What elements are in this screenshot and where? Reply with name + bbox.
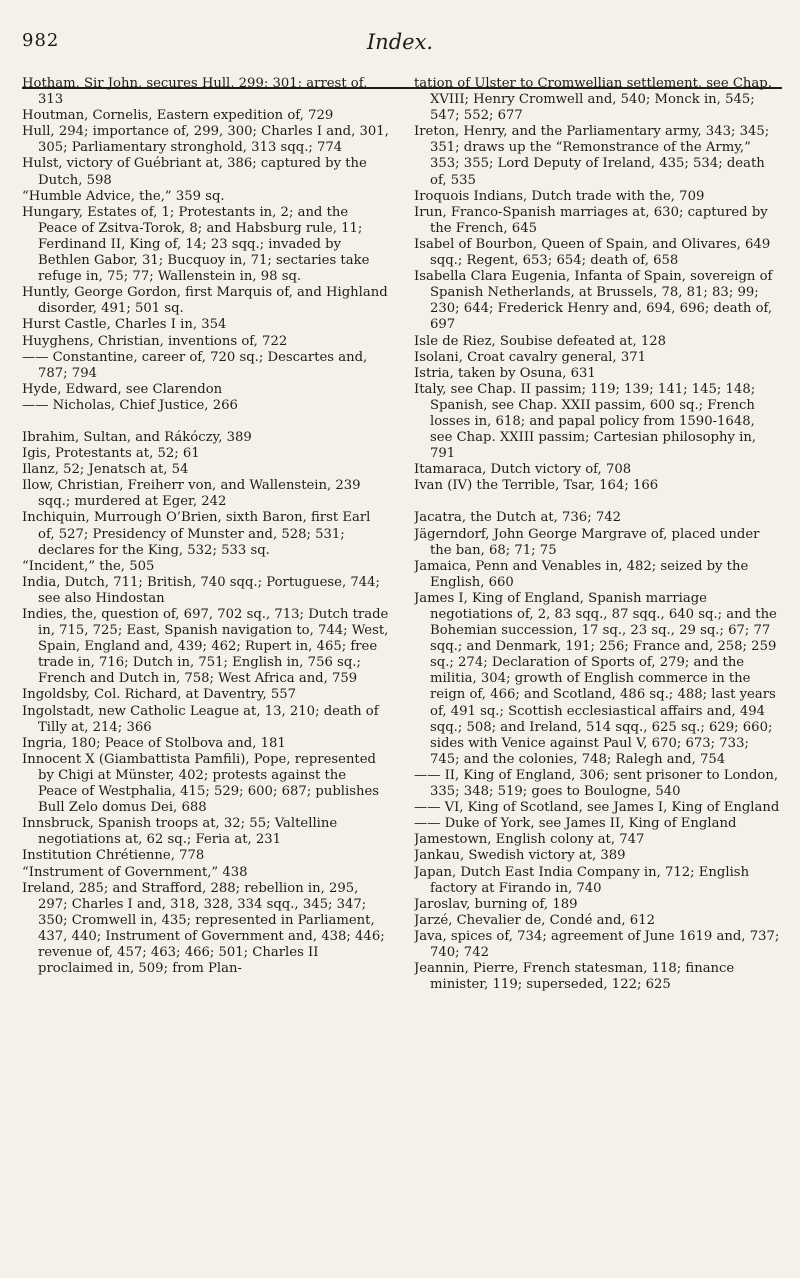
index-entry: tation of Ulster to Cromwellian settlement, see Chap. XVIII; Henry Cromwell and, 540; Monck in, 545; 547; 552; 677 [414, 76, 772, 124]
index-entry: Ilanz, 52; Jenatsch at, 54 [22, 462, 189, 478]
index-entry: Huntly, George Gordon, first Marquis of, and Highland disorder, 491; 501 sq. [22, 285, 388, 317]
index-entry: Ingria, 180; Peace of Stolbova and, 181 [22, 735, 286, 751]
index-entry: Ilow, Christian, Freiherr von, and Wallenstein, 239 sqq.; murdered at Eger, 242 [22, 478, 361, 510]
index-entry: Isabel of Bourbon, Queen of Spain, and Olivares, 649 sqq.; Regent, 653; 654; death of, 658 [414, 236, 771, 269]
index-entry: India, Dutch, 711; British, 740 sqq.; Portuguese, 744; see also Hindostan [22, 574, 380, 606]
index-entry: Ivan (IV) the Terrible, Tsar, 164; 166 [414, 478, 659, 494]
index-entry: Igis, Protestants at, 52; 61 [22, 446, 200, 462]
index-entry: Istria, taken by Osuna, 631 [414, 365, 596, 381]
index-entry: Ingolstadt, new Catholic League at, 13, 210; death of Tilly at, 214; 366 [22, 703, 379, 735]
index-entry: Ireton, Henry, and the Parliamentary army, 343; 345; 351; draws up the “Remonstrance of the Army,” 353; 355; Lord Deputy of Ireland, 435; 534; death of, 535 [414, 124, 770, 188]
index-entry: Iroquois Indians, Dutch trade with the, 709 [414, 188, 705, 204]
index-entry: Indies, the, question of, 697, 702 sq., 713; Dutch trade in, 715, 725; East, Spanish navigation to, 744; West, Spain, England and, 439; 462; Rupert in, 465; free trade in, 716; Dutch in, 751; English in, 756 sq.; French and Dutch in, 758; West Africa and, 759 [22, 607, 389, 687]
index-entry: Jeannin, Pierre, French statesman, 118; finance minister, 119; superseded, 122; 625 [414, 961, 735, 993]
index-entry: Innocent X (Giambattista Pamfili), Pope, represented by Chigi at Münster, 402; protests against the Peace of Westphalia, 415; 529; 600; 687; publishes Bull Zelo domus Dei, 688 [22, 751, 380, 816]
index-entry: Hull, 294; importance of, 299, 300; Charles I and, 301, 305; Parliamentary stronghold, 313 sqq.; 774 [22, 124, 389, 156]
index-column-left [22, 76, 389, 1266]
index-entry: Houtman, Cornelis, Eastern expedition of, 729 [22, 108, 334, 124]
page-header [0, 30, 800, 64]
page-number: 982 [22, 30, 60, 51]
index-entry: Jägerndorf, John George Margrave of, placed under the ban, 68; 71; 75 [414, 526, 760, 558]
index-entry: Irun, Franco-Spanish marriages at, 630; captured by the French, 645 [414, 204, 768, 236]
index-entry: Ireland, 285; and Strafford, 288; rebellion in, 295, 297; Charles I and, 318, 328, 334 sqq., 345; 347; 350; Cromwell in, 435; represented in Parliament, 437, 440; Instrument of Government and, 438; 446; revenue of, 457; 463; 466; 501; Charles II proclaimed in, 509; from Plan- [22, 880, 385, 977]
index-entry: Institution Chrétienne, 778 [22, 848, 205, 864]
index-column-right [414, 76, 781, 1266]
index-entry: “Humble Advice, the,” 359 sq. [22, 188, 225, 204]
index-entry: James I, King of England, Spanish marriage negotiations of, 2, 83 sqq., 87 sqq., 640 sq.; and the Bohemian succession, 17 sq., 23 sq., 29 sq.; 67; 77 sqq.; and Denmark, 191; 256; France and, 258; 259 sq.; 274; Declaration of Sports of, 279; and the militia, 304; growth of English commerce in the reign of, 466; and Scotland, 486 sq.; 488; last years of, 491 sq.; Scottish ecclesiastical affairs and, 494 sqq.; 508; and Ireland, 514 sqq., 625 sq.; 629; 660; sides with Venice against Paul V, 670; 673; 733; 745; and the colonies, 748; Ralegh and, 754 [414, 590, 777, 767]
index-entry: Japan, Dutch East India Company in, 712; English factory at Firando in, 740 [414, 864, 750, 896]
index-entry: Jamestown, English colony at, 747 [414, 832, 645, 848]
index-entry: Jankau, Swedish victory at, 389 [414, 848, 626, 864]
index-entry: Java, spices of, 734; agreement of June 1619 and, 737; 740; 742 [414, 928, 780, 960]
index-entry: Hyde, Edward, see Clarendon [22, 381, 223, 397]
index-entry: Ingoldsby, Col. Richard, at Daventry, 557 [22, 687, 297, 703]
index-entry: Jacatra, the Dutch at, 736; 742 [414, 510, 621, 526]
index-entry: Hurst Castle, Charles I in, 354 [22, 317, 227, 333]
index-entry: —— Duke of York, see James II, King of England [414, 816, 737, 832]
index-entry: Isolani, Croat cavalry general, 371 [414, 349, 646, 365]
page-title: Index. [366, 30, 434, 54]
index-entry: Inchiquin, Murrough O’Brien, sixth Baron, first Earl of, 527; Presidency of Munster and, 528; 531; declares for the King, 532; 533 sq. [22, 510, 371, 558]
index-entry: —— VI, King of Scotland, see James I, King of England [414, 800, 780, 816]
index-entry: Jamaica, Penn and Venables in, 482; seized by the English, 660 [414, 558, 749, 590]
index-entry: “Instrument of Government,” 438 [22, 864, 248, 880]
index-entry: Isle de Riez, Soubise defeated at, 128 [414, 333, 667, 349]
index-entry: Huyghens, Christian, inventions of, 722 [22, 333, 288, 349]
index-entry: —— Nicholas, Chief Justice, 266 [22, 397, 238, 413]
index-entry: Hotham, Sir John, secures Hull, 299; 301; arrest of, 313 [22, 76, 368, 108]
index-entry: —— II, King of England, 306; sent prisoner to London, 335; 348; 519; goes to Boulogne, 540 [414, 767, 779, 800]
index-entry: —— Constantine, career of, 720 sq.; Descartes and, 787; 794 [22, 349, 368, 381]
index-entry: Italy, see Chap. II passim; 119; 139; 141; 145; 148; Spanish, see Chap. XXII passim, 600 sq.; French losses in, 618; and papal policy from 1590-1648, see Chap. XXIII passim; Cartesian philosophy in, 791 [414, 381, 757, 462]
index-entry: “Incident,” the, 505 [22, 558, 155, 574]
index-entry: Innsbruck, Spanish troops at, 32; 55; Valtelline negotiations at, 62 sq.; Feria at, 231 [22, 816, 338, 848]
index-entry: Hulst, victory of Guébriant at, 386; captured by the Dutch, 598 [22, 156, 367, 188]
index-entry: Ibrahim, Sultan, and Rákóczy, 389 [22, 429, 252, 445]
index-entry: Jarzé, Chevalier de, Condé and, 612 [414, 912, 655, 928]
index-entry: Isabella Clara Eugenia, Infanta of Spain, sovereign of Spanish Netherlands, at Brussels, 78, 81; 83; 99; 230; 644; Frederick Henry and, 694, 696; death of, 697 [414, 269, 773, 333]
index-entry: Hungary, Estates of, 1; Protestants in, 2; and the Peace of Zsitva-Torok, 8; and Habsburg rule, 11; Ferdinand II, King of, 14; 23 sqq.; invaded by Bethlen Gabor, 31; Bucquoy in, 71; sectaries take refuge in, 75; 77; Wallenstein in, 98 sq. [22, 204, 370, 285]
index-entry: Jaroslav, burning of, 189 [414, 896, 578, 912]
index-entry: Itamaraca, Dutch victory of, 708 [414, 462, 632, 478]
